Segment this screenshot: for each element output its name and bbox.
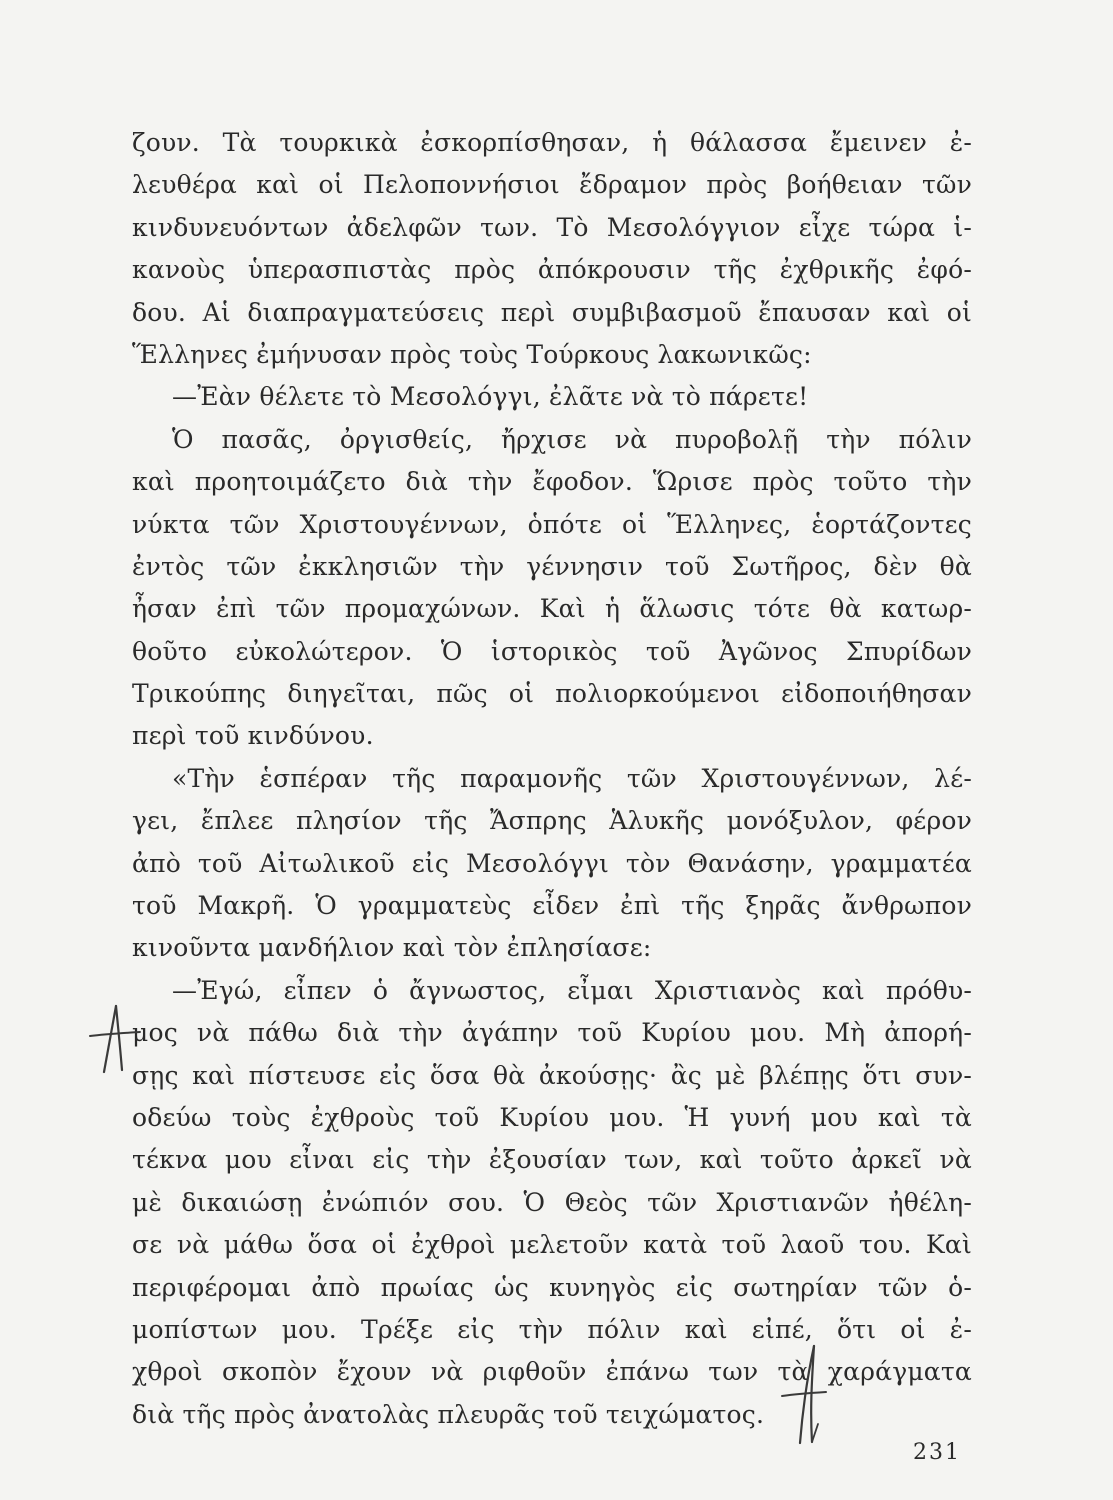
text-line: οδεύω τοὺς ἐχθροὺς τοῦ Κυρίου μου. Ἡ γυνή μου καὶ τὰ <box>132 1102 972 1132</box>
handwritten-end-mark <box>780 1338 840 1448</box>
handwritten-margin-mark <box>82 1000 142 1075</box>
text-line: κινοῦντα μανδήλιον καὶ τὸν ἐπλησίασε: <box>132 933 652 963</box>
text-line: ζουν. Τὰ τουρκικὰ ἐσκορπίσθησαν, ἡ θάλασσα ἔμεινεν ἐ- <box>132 128 972 157</box>
text-line: μὲ δικαιώσῃ ἐνώπιόν σου. Ὁ Θεὸς τῶν Χριστιανῶν ἠθέλη- <box>132 1187 972 1217</box>
text-line: γει, ἔπλεε πλησίον τῆς Ἄσπρης Ἁλυκῆς μονόξυλον, φέρον <box>132 806 972 836</box>
text-line: —Ἐγώ, εἶπεν ὁ ἄγνωστος, εἶμαι Χριστιανὸς καὶ πρόθυ- <box>172 975 972 1005</box>
text-line: περιφέρομαι ἀπὸ πρωίας ὡς κυνηγὸς εἰς σωτηρίαν τῶν ὁ- <box>132 1272 972 1302</box>
text-line: —Ἐὰν θέλετε τὸ Μεσολόγγι, ἐλᾶτε νὰ τὸ πάρετε! <box>172 382 809 412</box>
text-line: νύκτα τῶν Χριστουγέννων, ὁπότε οἱ Ἕλληνες, ἑορτάζοντες <box>132 509 972 539</box>
text-line: Τρικούπης διηγεῖται, πῶς οἱ πολιορκούμενοι εἰδοποιήθησαν <box>132 679 972 709</box>
text-line: κανοὺς ὑπερασπιστὰς πρὸς ἀπόκρουσιν τῆς ἐχθρικῆς ἐφό- <box>132 255 972 285</box>
text-line: τοῦ Μακρῆ. Ὁ γραμματεὺς εἶδεν ἐπὶ τῆς ξηρᾶς ἄνθρωπον <box>132 891 972 921</box>
text-line: κινδυνευόντων ἀδελφῶν των. Τὸ Μεσολόγγιον εἶχε τώρα ἱ- <box>132 212 972 242</box>
text-line: ἦσαν ἐπὶ τῶν προμαχώνων. Καὶ ἡ ἅλωσις τότε θὰ κατωρ- <box>132 594 972 624</box>
text-line: περὶ τοῦ κινδύνου. <box>132 721 374 751</box>
text-line: καὶ προητοιμάζετο διὰ τὴν ἔφοδον. Ὥρισε πρὸς τοῦτο τὴν <box>132 467 972 497</box>
text-line: «Τὴν ἑσπέραν τῆς παραμονῆς τῶν Χριστουγέννων, λέ- <box>172 763 972 793</box>
text-line: δου. Αἱ διαπραγματεύσεις περὶ συμβιβασμοῦ ἔπαυσαν καὶ οἱ <box>132 297 972 327</box>
text-line: σε νὰ μάθω ὅσα οἱ ἐχθροὶ μελετοῦν κατὰ τοῦ λαοῦ του. Καὶ <box>132 1230 972 1260</box>
text-line: θοῦτο εὐκολώτερον. Ὁ ἱστορικὸς τοῦ Ἀγῶνος Σπυρίδων <box>132 636 972 666</box>
text-line: χθροὶ σκοπὸν ἔχουν νὰ ριφθοῦν ἐπάνω των τὰ χαράγματα <box>132 1357 972 1387</box>
text-line: σῃς καὶ πίστευσε εἰς ὅσα θὰ ἀκούσῃς· ἂς μὲ βλέπῃς ὅτι συν- <box>132 1060 972 1090</box>
text-line: μοπίστων μου. Τρέξε εἰς τὴν πόλιν καὶ εἰπέ, ὅτι οἱ ἐ- <box>132 1314 972 1344</box>
text-line: ἐντὸς τῶν ἐκκλησιῶν τὴν γέννησιν τοῦ Σωτῆρος, δὲν θὰ <box>132 551 972 581</box>
body-text <box>132 122 972 1436</box>
text-line: Ὁ πασᾶς, ὀργισθείς, ἤρχισε νὰ πυροβολῇ τὴν πόλιν <box>172 424 972 454</box>
text-line: Ἕλληνες ἐμήνυσαν πρὸς τοὺς Τούρκους λακωνικῶς: <box>132 339 812 369</box>
text-line: μος νὰ πάθω διὰ τὴν ἀγάπην τοῦ Κυρίου μου. Μὴ ἀπορή- <box>132 1018 972 1048</box>
page-number: 231 <box>913 1440 961 1465</box>
text-line: ἀπὸ τοῦ Αἰτωλικοῦ εἰς Μεσολόγγι τὸν Θανάσην, γραμματέα <box>132 848 972 878</box>
text-line: λευθέρα καὶ οἱ Πελοποννήσιοι ἔδραμον πρὸς βοήθειαν τῶν <box>132 170 972 200</box>
text-line: τέκνα μου εἶναι εἰς τὴν ἐξουσίαν των, καὶ τοῦτο ἀρκεῖ νὰ <box>132 1145 972 1175</box>
text-line: διὰ τῆς πρὸς ἀνατολὰς πλευρᾶς τοῦ τειχώματος. <box>132 1399 765 1429</box>
